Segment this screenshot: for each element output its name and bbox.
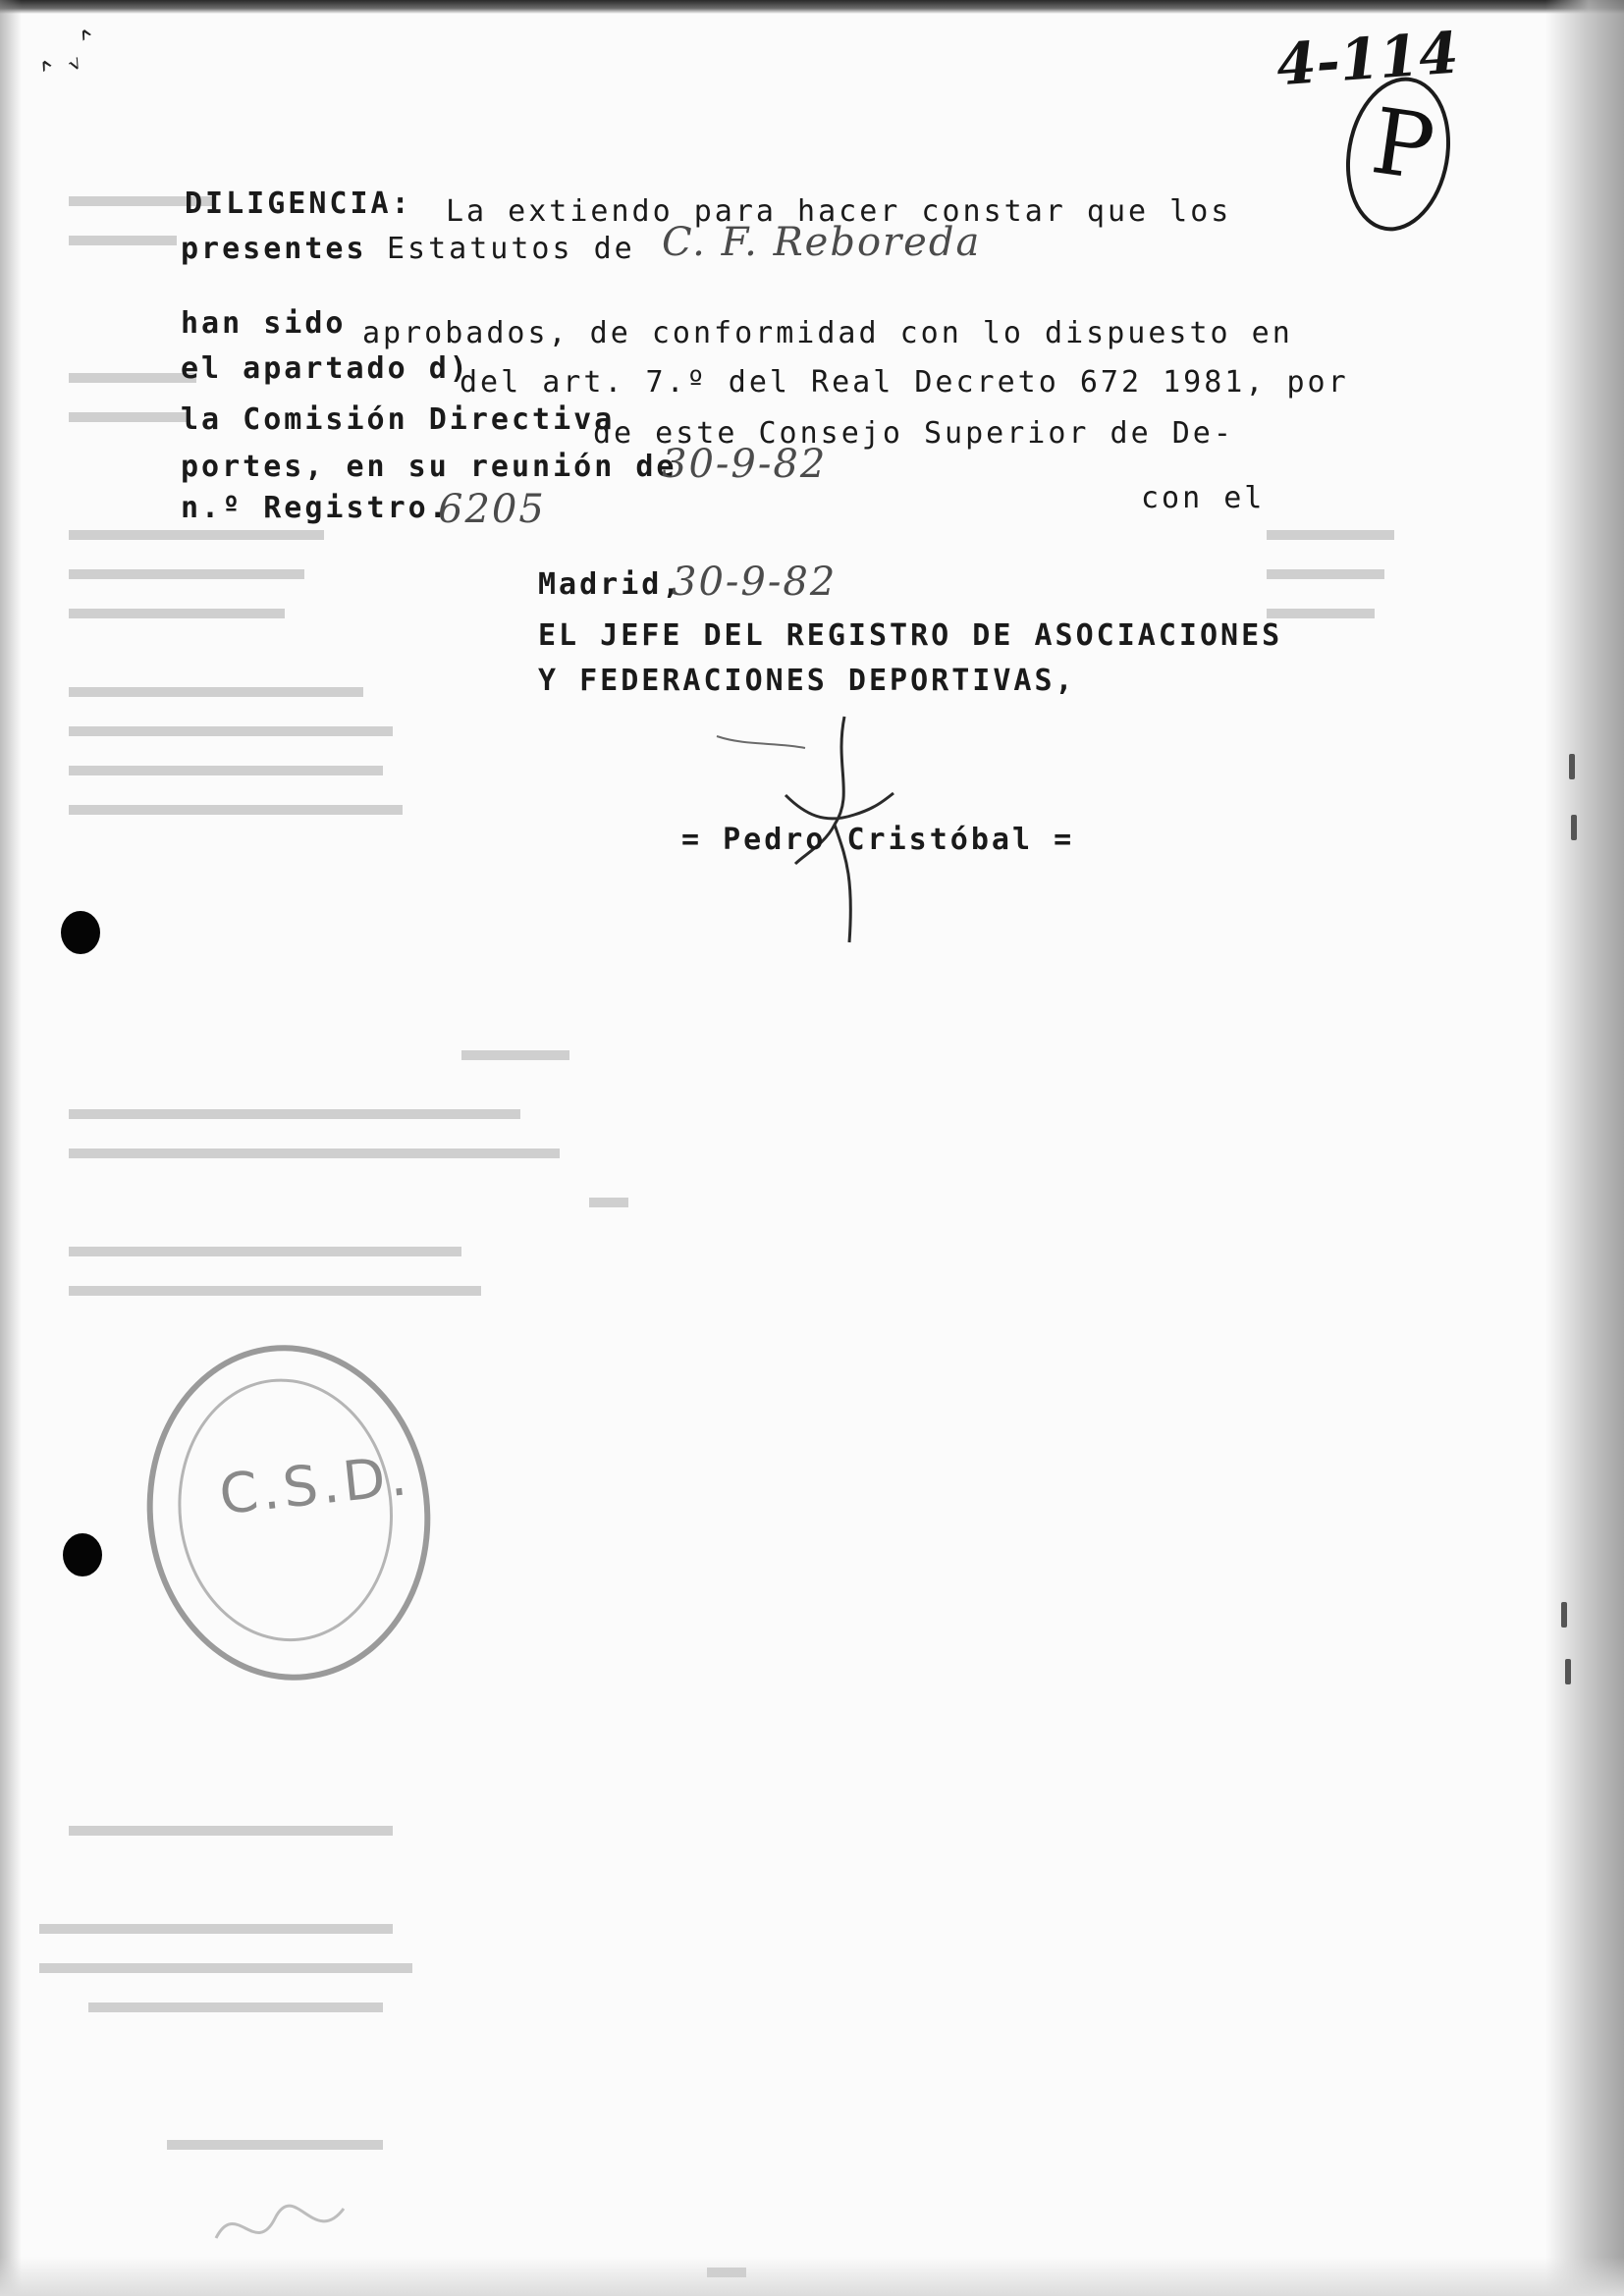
margin-tick xyxy=(1571,815,1577,840)
meeting-date: 30-9-82 xyxy=(662,442,828,487)
margin-tick xyxy=(1565,1659,1571,1684)
presentes-label: presentes xyxy=(181,232,367,266)
entity-name: C. F. Reboreda xyxy=(662,220,982,265)
reunion-label: portes, en su reunión de xyxy=(181,450,677,484)
scan-edge-left xyxy=(0,0,22,2296)
reference-code: 4-114 xyxy=(1273,19,1461,99)
con-el-text: con el xyxy=(1141,481,1266,515)
diligencia-line-7 xyxy=(181,487,1261,536)
punch-hole-bottom xyxy=(63,1533,102,1576)
faint-scribble xyxy=(206,2160,383,2277)
registro-label: n.º Registro. xyxy=(181,491,450,525)
consejo-text: de este Consejo Superior de De- xyxy=(593,416,1234,451)
margin-tick xyxy=(1561,1602,1567,1628)
diligencia-label: DILIGENCIA: xyxy=(185,187,412,221)
stamp-text: C.S.D. xyxy=(216,1444,414,1528)
signature-date: 30-9-82 xyxy=(672,560,838,605)
han-sido-label: han sido xyxy=(181,306,347,341)
aprobados-text: aprobados, de conformidad con lo dispuesto en xyxy=(362,316,1293,350)
decreto-text: del art. 7.º del Real Decreto 672 1981, por xyxy=(460,365,1349,400)
registry-number: 6205 xyxy=(438,487,546,532)
signer-title-line-2: Y FEDERACIONES DEPORTIVAS, xyxy=(538,664,1076,698)
diligencia-line-1-text: La extiendo para hacer constar que los xyxy=(446,194,1232,229)
diligencia-line-4 xyxy=(181,351,1349,400)
scan-edge-right xyxy=(1545,0,1624,2296)
reference-mark: P xyxy=(1365,88,1441,201)
corner-scribble: ˄ ᵥ ˄ xyxy=(33,23,112,95)
apartado-label: el apartado d) xyxy=(181,351,470,386)
place-label: Madrid, xyxy=(538,567,683,602)
estatutos-text: Estatutos de xyxy=(387,232,635,266)
official-stamp xyxy=(131,1331,447,1694)
signer-title-line-1: EL JEFE DEL REGISTRO DE ASOCIACIONES xyxy=(538,618,1283,653)
margin-tick xyxy=(1569,754,1575,779)
diligencia-line-3 xyxy=(181,306,1293,351)
scan-edge-top xyxy=(0,0,1624,14)
signer-name: = Pedro Cristóbal = xyxy=(681,823,1075,857)
punch-hole-top xyxy=(61,911,100,954)
comision-label: la Comisión Directiva xyxy=(181,402,616,437)
diligencia-line-2 xyxy=(181,220,1261,277)
